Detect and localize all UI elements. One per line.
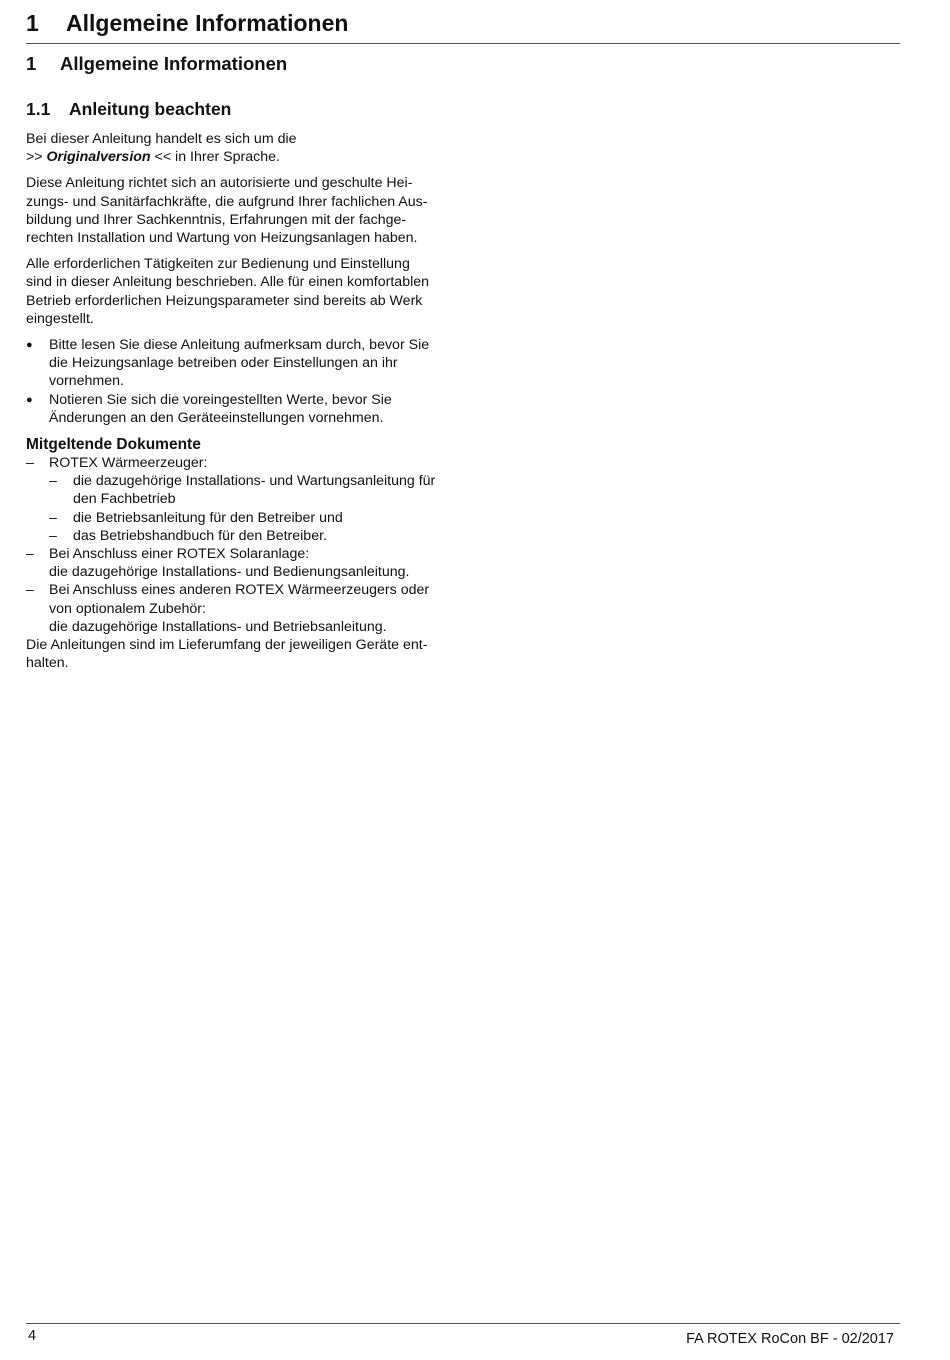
intro-prefix: >> — [26, 149, 47, 166]
text-line: von optionalem Zubehör: — [49, 600, 206, 617]
bullet-item — [26, 391, 456, 427]
subsection-heading — [26, 97, 231, 121]
dash-marker: – — [49, 509, 57, 526]
text-line: Notieren Sie sich die voreingestellten Werte, bevor Sie — [49, 391, 392, 408]
text-line: die Betriebsanleitung für den Betreiber und — [73, 509, 343, 526]
text-line: Bei Anschluss eines anderen ROTEX Wärmeerzeugers oder — [49, 582, 430, 599]
closing-paragraph — [26, 636, 456, 672]
text-line: die dazugehörige Installations- und Wartungsanleitung für — [73, 473, 436, 490]
text-line: rechten Installation und Wartung von Heizungsanlagen haben. — [26, 230, 418, 247]
audience-paragraph — [26, 174, 456, 247]
section-number: 1 — [26, 53, 37, 74]
page-number: 4 — [28, 1328, 37, 1344]
text-line: die Heizungsanlage betreiben oder Einstellungen an ihr — [49, 355, 398, 372]
text-line: Änderungen an den Geräteeinstellungen vornehmen. — [49, 409, 384, 426]
dash-marker: – — [49, 527, 57, 544]
intro-paragraph — [26, 130, 456, 166]
document-sub-item — [26, 527, 456, 545]
intro-suffix: << in Ihrer Sprache. — [150, 149, 280, 166]
subsection-number: 1.1 — [26, 99, 51, 119]
text-line — [26, 148, 456, 166]
document-reference: FA ROTEX RoCon BF - 02/2017 — [686, 1331, 894, 1347]
text-line: vornehmen. — [49, 373, 124, 390]
dash-marker: – — [26, 455, 34, 472]
header-chapter-title: Allgemeine Informationen — [66, 10, 349, 36]
text-line: ROTEX Wärmeerzeuger: — [49, 455, 208, 472]
document-list-item — [26, 454, 456, 472]
bullet-icon: ● — [26, 393, 33, 406]
text-line: sind in dieser Anleitung beschrieben. Alle für einen komfortablen — [26, 274, 430, 291]
page-footer — [26, 1323, 900, 1354]
text-line: Bei Anschluss einer ROTEX Solaranlage: — [49, 546, 310, 563]
text-line: die dazugehörige Installations- und Betriebsanleitung. — [49, 618, 387, 635]
text-line: Bei dieser Anleitung handelt es sich um die — [26, 131, 297, 147]
header-chapter-number: 1 — [26, 10, 39, 36]
document-list-item — [26, 581, 456, 636]
text-line: zungs- und Sanitärfachkräfte, die aufgrund Ihrer fachlichen Aus- — [26, 193, 428, 210]
bullet-icon: ● — [26, 339, 33, 352]
document-list-item — [26, 545, 456, 581]
section-heading — [26, 52, 287, 76]
section-title: Allgemeine Informationen — [60, 53, 288, 74]
text-line: das Betriebshandbuch für den Betreiber. — [73, 527, 327, 544]
text-line: Die Anleitungen sind im Lieferumfang der jeweiligen Geräte ent- — [26, 637, 428, 654]
document-sub-item — [26, 472, 456, 508]
text-line: Bitte lesen Sie diese Anleitung aufmerksam durch, bevor Sie — [49, 337, 430, 354]
text-line: den Fachbetrieb — [73, 491, 176, 508]
text-line: die dazugehörige Installations- und Bedienungsanleitung. — [49, 564, 410, 581]
text-line: bildung und Ihrer Sachkenntnis, Erfahrungen mit der fachge- — [26, 211, 407, 228]
text-line: eingestellt. — [26, 310, 94, 327]
text-line: Betrieb erforderlichen Heizungsparameter sind bereits ab Werk — [26, 292, 423, 309]
bullet-item — [26, 336, 456, 391]
text-line: halten. — [26, 655, 69, 672]
page-header — [26, 8, 900, 44]
text-line: Diese Anleitung richtet sich an autorisierte und geschulte Hei- — [26, 175, 413, 192]
settings-paragraph — [26, 255, 456, 328]
text-line: Alle erforderlichen Tätigkeiten zur Bedienung und Einstellung — [26, 256, 410, 273]
original-version-emphasis: Originalversion — [46, 149, 151, 166]
dash-marker: – — [26, 546, 34, 563]
dash-marker: – — [26, 582, 34, 599]
related-documents-heading: Mitgeltende Dokumente — [26, 436, 201, 454]
subsection-title: Anleitung beachten — [69, 99, 232, 119]
dash-marker: – — [49, 473, 57, 490]
document-sub-item — [26, 509, 456, 527]
body-column — [26, 130, 456, 680]
